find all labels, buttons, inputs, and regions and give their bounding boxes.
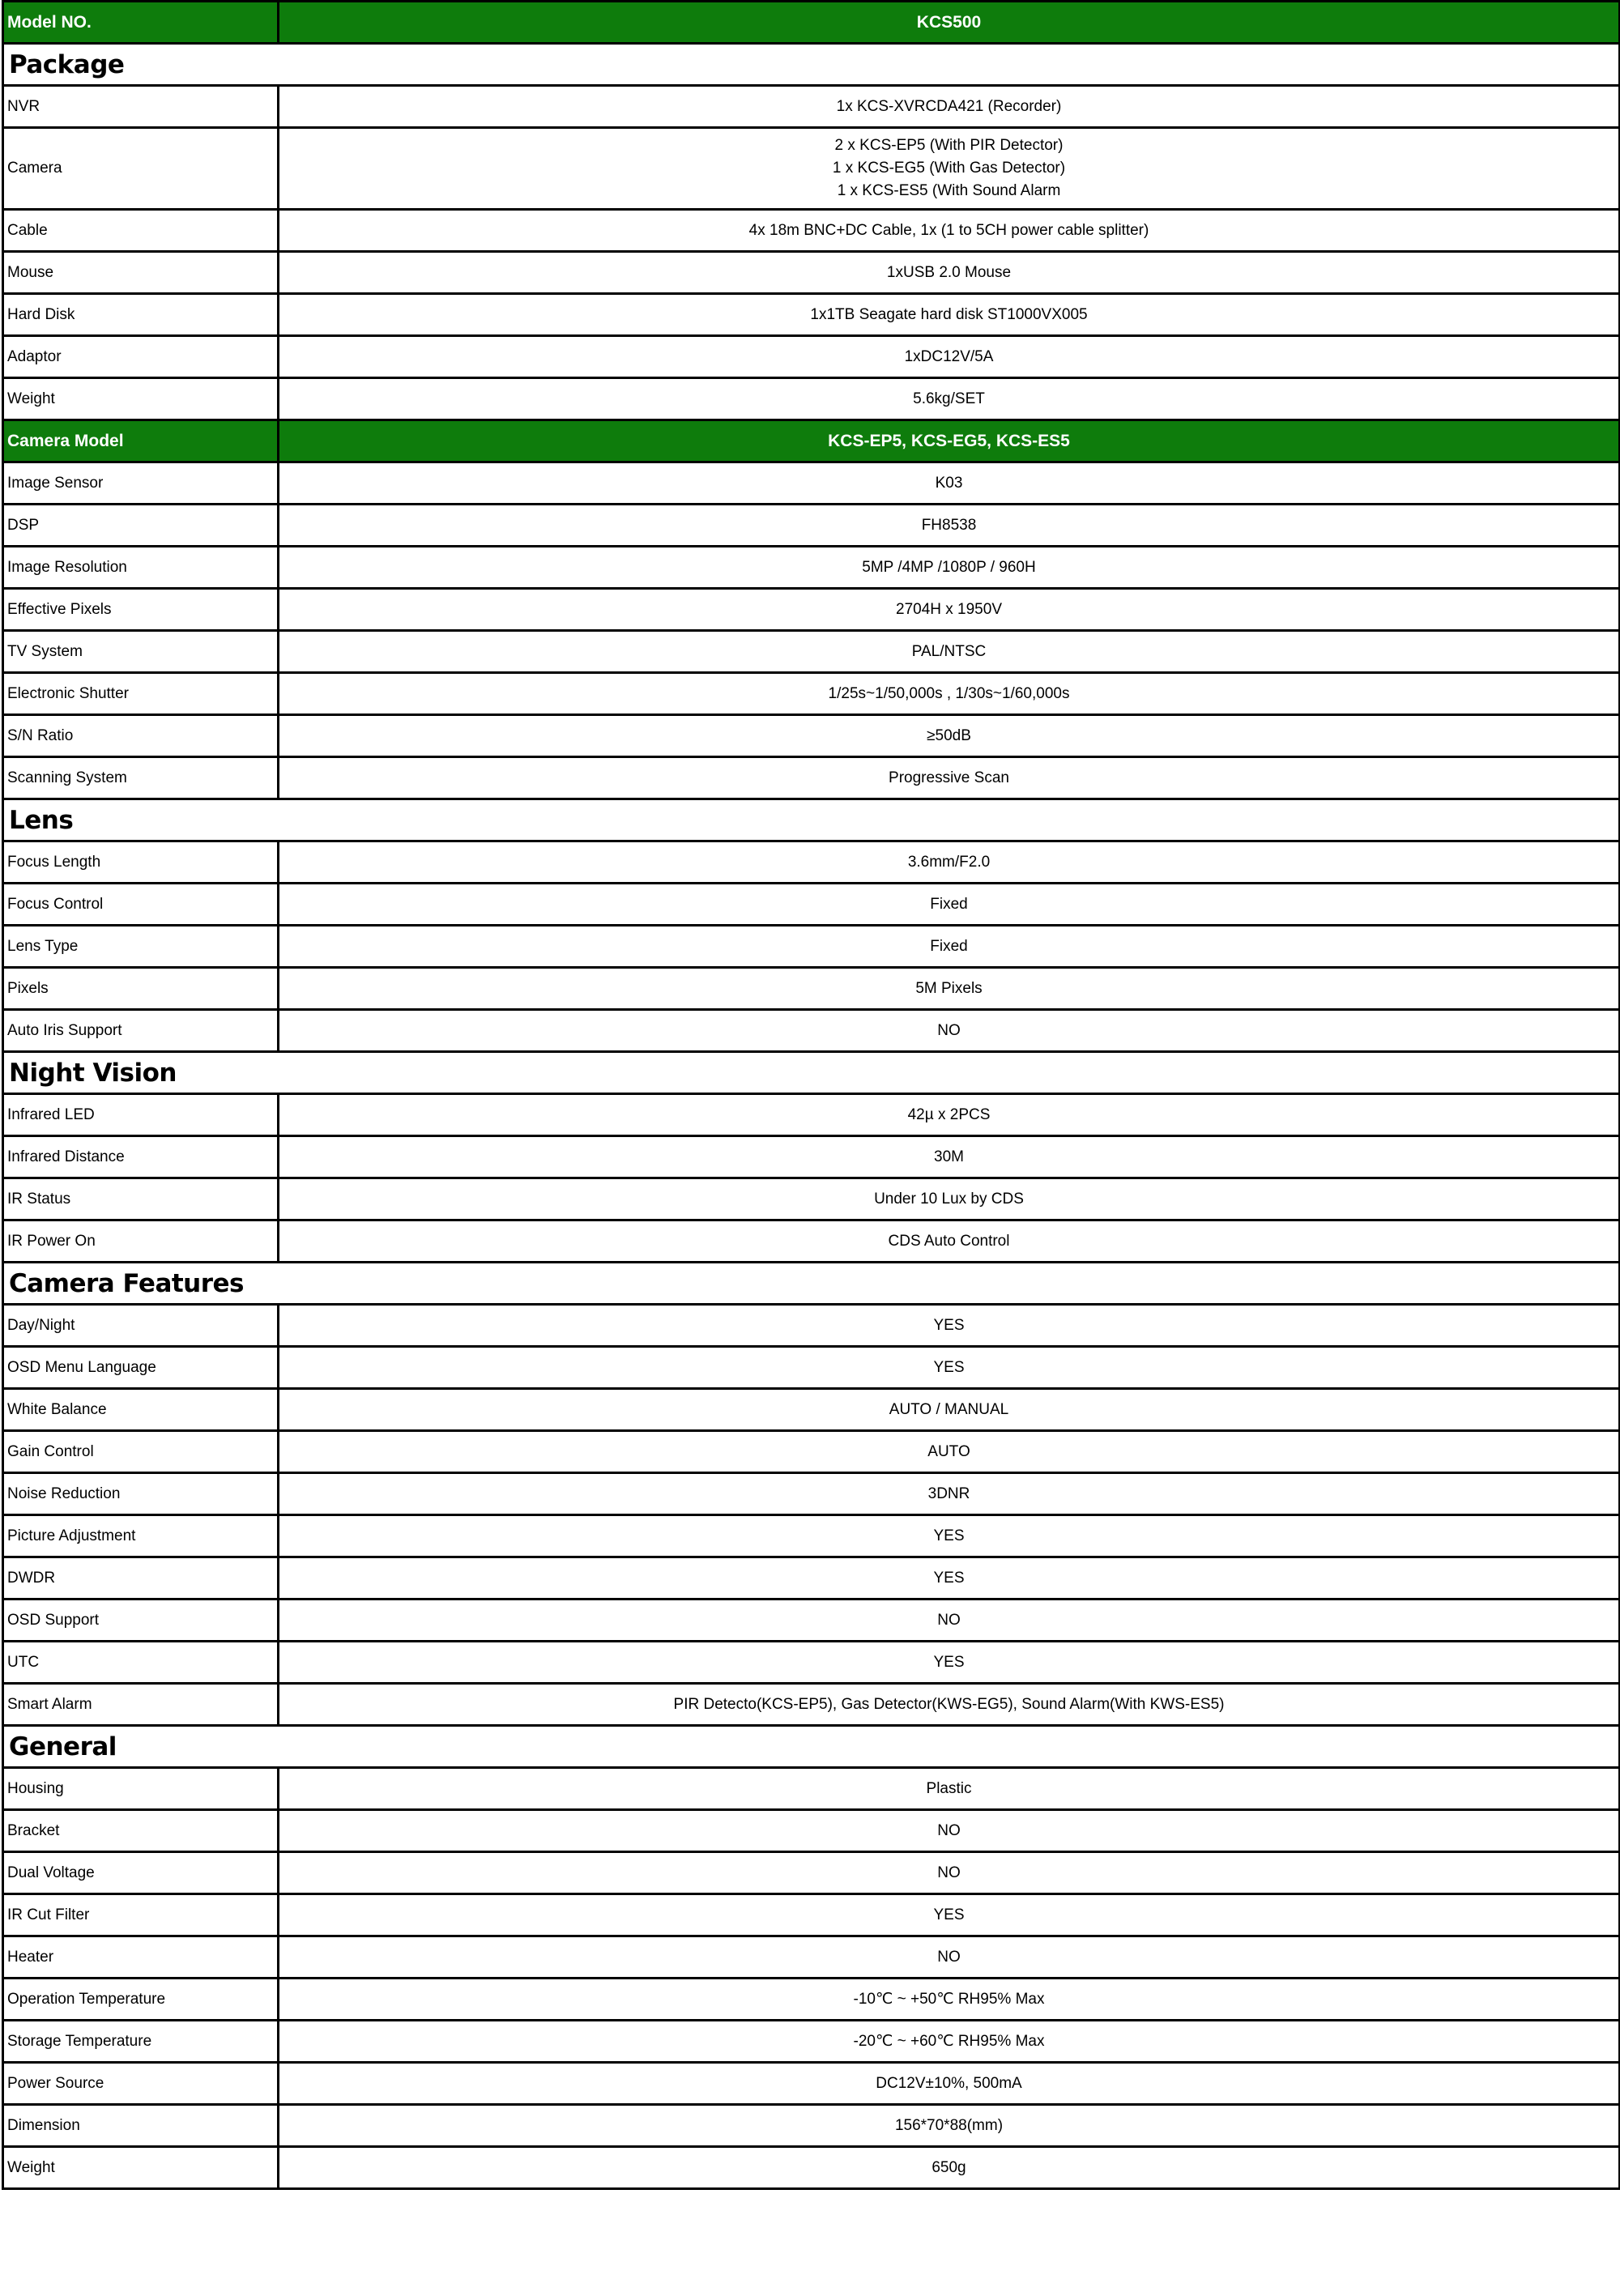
spec-label: UTC	[3, 1642, 279, 1684]
spec-value-line: 1 x KCS-ES5 (With Sound Alarm	[837, 182, 1061, 199]
spec-label: Focus Length	[3, 841, 279, 884]
section-title: Package	[3, 44, 1620, 86]
spec-value: 42µ x 2PCS	[279, 1094, 1620, 1136]
spec-table	[2, 0, 1620, 2190]
section-title: Lens	[3, 799, 1620, 841]
spec-row-dwdr	[3, 1557, 1620, 1600]
spec-row-power-source	[3, 2063, 1620, 2105]
spec-value-line: 1 x KCS-EG5 (With Gas Detector)	[832, 160, 1066, 177]
spec-value: AUTO / MANUAL	[279, 1389, 1620, 1431]
spec-label: Infrared Distance	[3, 1136, 279, 1178]
spec-label: Hard Disk	[3, 294, 279, 336]
header-label: Camera Model	[3, 420, 279, 462]
spec-label: Noise Reduction	[3, 1473, 279, 1515]
spec-label: S/N Ratio	[3, 715, 279, 757]
spec-row-dual-voltage	[3, 1852, 1620, 1894]
spec-label: Heater	[3, 1936, 279, 1979]
spec-value: NO	[279, 1010, 1620, 1052]
spec-label: IR Power On	[3, 1220, 279, 1263]
section-title: Camera Features	[3, 1263, 1620, 1305]
spec-label: Focus Control	[3, 884, 279, 926]
spec-label: Mouse	[3, 252, 279, 294]
spec-label: Operation Temperature	[3, 1979, 279, 2021]
spec-value: 5.6kg/SET	[279, 378, 1620, 420]
spec-row-focus-control	[3, 884, 1620, 926]
spec-label: Auto Iris Support	[3, 1010, 279, 1052]
spec-value: 2704H x 1950V	[279, 589, 1620, 631]
spec-row-white-balance	[3, 1389, 1620, 1431]
spec-value: YES	[279, 1894, 1620, 1936]
spec-label: DSP	[3, 505, 279, 547]
spec-row-osd-support	[3, 1600, 1620, 1642]
spec-label: Effective Pixels	[3, 589, 279, 631]
spec-label: IR Cut Filter	[3, 1894, 279, 1936]
spec-label: IR Status	[3, 1178, 279, 1220]
spec-row-general-weight	[3, 2147, 1620, 2189]
spec-label: Gain Control	[3, 1431, 279, 1473]
spec-label: NVR	[3, 86, 279, 128]
spec-row-image-resolution	[3, 547, 1620, 589]
spec-label: Power Source	[3, 2063, 279, 2105]
spec-row-pixels	[3, 968, 1620, 1010]
spec-row-infrared-distance	[3, 1136, 1620, 1178]
spec-row-lens-type	[3, 926, 1620, 968]
spec-label: TV System	[3, 631, 279, 673]
spec-value: K03	[279, 462, 1620, 505]
spec-value: YES	[279, 1347, 1620, 1389]
spec-row-ir-power-on	[3, 1220, 1620, 1263]
spec-value: 3.6mm/F2.0	[279, 841, 1620, 884]
spec-value: YES	[279, 1305, 1620, 1347]
spec-label: Storage Temperature	[3, 2021, 279, 2063]
spec-row-ir-cut-filter	[3, 1894, 1620, 1936]
spec-value: NO	[279, 1936, 1620, 1979]
spec-value: Under 10 Lux by CDS	[279, 1178, 1620, 1220]
spec-value: NO	[279, 1600, 1620, 1642]
spec-label: Dual Voltage	[3, 1852, 279, 1894]
section-title: General	[3, 1726, 1620, 1768]
spec-row-auto-iris-support	[3, 1010, 1620, 1052]
spec-row-operation-temperature	[3, 1979, 1620, 2021]
spec-label: Bracket	[3, 1810, 279, 1852]
spec-row-tv-system	[3, 631, 1620, 673]
spec-table-body	[3, 2, 1620, 2189]
spec-label: White Balance	[3, 1389, 279, 1431]
spec-row-image-sensor	[3, 462, 1620, 505]
spec-value	[279, 128, 1620, 210]
spec-value: 1/25s~1/50,000s , 1/30s~1/60,000s	[279, 673, 1620, 715]
spec-label: Image Resolution	[3, 547, 279, 589]
spec-label: Weight	[3, 378, 279, 420]
spec-row-ir-status	[3, 1178, 1620, 1220]
spec-label: Scanning System	[3, 757, 279, 799]
spec-row-osd-menu-language	[3, 1347, 1620, 1389]
spec-value: 4x 18m BNC+DC Cable, 1x (1 to 5CH power cable splitter)	[279, 210, 1620, 252]
spec-value: NO	[279, 1852, 1620, 1894]
spec-row-effective-pixels	[3, 589, 1620, 631]
spec-row-sn-ratio	[3, 715, 1620, 757]
spec-row-smart-alarm	[3, 1684, 1620, 1726]
section-camera-features	[3, 1263, 1620, 1305]
spec-label: Cable	[3, 210, 279, 252]
spec-label: Day/Night	[3, 1305, 279, 1347]
spec-row-scanning-system	[3, 757, 1620, 799]
spec-value: 5M Pixels	[279, 968, 1620, 1010]
spec-label: Lens Type	[3, 926, 279, 968]
spec-label: Adaptor	[3, 336, 279, 378]
spec-value: -10℃ ~ +50℃ RH95% Max	[279, 1979, 1620, 2021]
spec-value: 3DNR	[279, 1473, 1620, 1515]
spec-row-hard-disk	[3, 294, 1620, 336]
header-value: KCS-EP5, KCS-EG5, KCS-ES5	[279, 420, 1620, 462]
spec-row-mouse	[3, 252, 1620, 294]
spec-value: YES	[279, 1557, 1620, 1600]
spec-row-dimension	[3, 2105, 1620, 2147]
spec-value: ≥50dB	[279, 715, 1620, 757]
camera-model-header	[3, 420, 1620, 462]
header-label: Model NO.	[3, 2, 279, 44]
spec-label: Camera	[3, 128, 279, 210]
spec-value: 30M	[279, 1136, 1620, 1178]
spec-value: 1x1TB Seagate hard disk ST1000VX005	[279, 294, 1620, 336]
spec-value: DC12V±10%, 500mA	[279, 2063, 1620, 2105]
spec-value: 1x KCS-XVRCDA421 (Recorder)	[279, 86, 1620, 128]
spec-row-housing	[3, 1768, 1620, 1810]
spec-row-focus-length	[3, 841, 1620, 884]
spec-label: Image Sensor	[3, 462, 279, 505]
spec-value: Fixed	[279, 926, 1620, 968]
spec-value: Fixed	[279, 884, 1620, 926]
model-no-header	[3, 2, 1620, 44]
spec-label: Electronic Shutter	[3, 673, 279, 715]
spec-row-camera	[3, 128, 1620, 210]
spec-value: 5MP /4MP /1080P / 960H	[279, 547, 1620, 589]
spec-row-dsp	[3, 505, 1620, 547]
spec-row-picture-adjustment	[3, 1515, 1620, 1557]
spec-label: Housing	[3, 1768, 279, 1810]
spec-row-noise-reduction	[3, 1473, 1620, 1515]
spec-row-day-night	[3, 1305, 1620, 1347]
section-night-vision	[3, 1052, 1620, 1094]
spec-value: AUTO	[279, 1431, 1620, 1473]
section-title: Night Vision	[3, 1052, 1620, 1094]
spec-value: -20℃ ~ +60℃ RH95% Max	[279, 2021, 1620, 2063]
section-lens	[3, 799, 1620, 841]
spec-value: 1xDC12V/5A	[279, 336, 1620, 378]
spec-label: DWDR	[3, 1557, 279, 1600]
spec-value: YES	[279, 1515, 1620, 1557]
section-general	[3, 1726, 1620, 1768]
spec-label: Picture Adjustment	[3, 1515, 279, 1557]
spec-label: Pixels	[3, 968, 279, 1010]
spec-row-bracket	[3, 1810, 1620, 1852]
spec-row-infrared-led	[3, 1094, 1620, 1136]
spec-row-gain-control	[3, 1431, 1620, 1473]
spec-value: 156*70*88(mm)	[279, 2105, 1620, 2147]
spec-label: Infrared LED	[3, 1094, 279, 1136]
spec-value: YES	[279, 1642, 1620, 1684]
spec-value: PIR Detecto(KCS-EP5), Gas Detector(KWS-EG5), Sound Alarm(With KWS-ES5)	[279, 1684, 1620, 1726]
spec-row-electronic-shutter	[3, 673, 1620, 715]
spec-row-cable	[3, 210, 1620, 252]
spec-value-line: 2 x KCS-EP5 (With PIR Detector)	[834, 137, 1064, 154]
header-value: KCS500	[279, 2, 1620, 44]
spec-value: PAL/NTSC	[279, 631, 1620, 673]
spec-label: Dimension	[3, 2105, 279, 2147]
section-package	[3, 44, 1620, 86]
spec-value: Plastic	[279, 1768, 1620, 1810]
spec-value: FH8538	[279, 505, 1620, 547]
spec-value: Progressive Scan	[279, 757, 1620, 799]
spec-label: OSD Menu Language	[3, 1347, 279, 1389]
spec-label: Smart Alarm	[3, 1684, 279, 1726]
spec-label: Weight	[3, 2147, 279, 2189]
spec-row-package-weight	[3, 378, 1620, 420]
spec-value: NO	[279, 1810, 1620, 1852]
spec-row-nvr	[3, 86, 1620, 128]
spec-value: CDS Auto Control	[279, 1220, 1620, 1263]
spec-value: 650g	[279, 2147, 1620, 2189]
spec-row-heater	[3, 1936, 1620, 1979]
spec-label: OSD Support	[3, 1600, 279, 1642]
spec-sheet	[2, 0, 1618, 2190]
spec-value: 1xUSB 2.0 Mouse	[279, 252, 1620, 294]
spec-row-utc	[3, 1642, 1620, 1684]
spec-row-storage-temperature	[3, 2021, 1620, 2063]
spec-row-adaptor	[3, 336, 1620, 378]
